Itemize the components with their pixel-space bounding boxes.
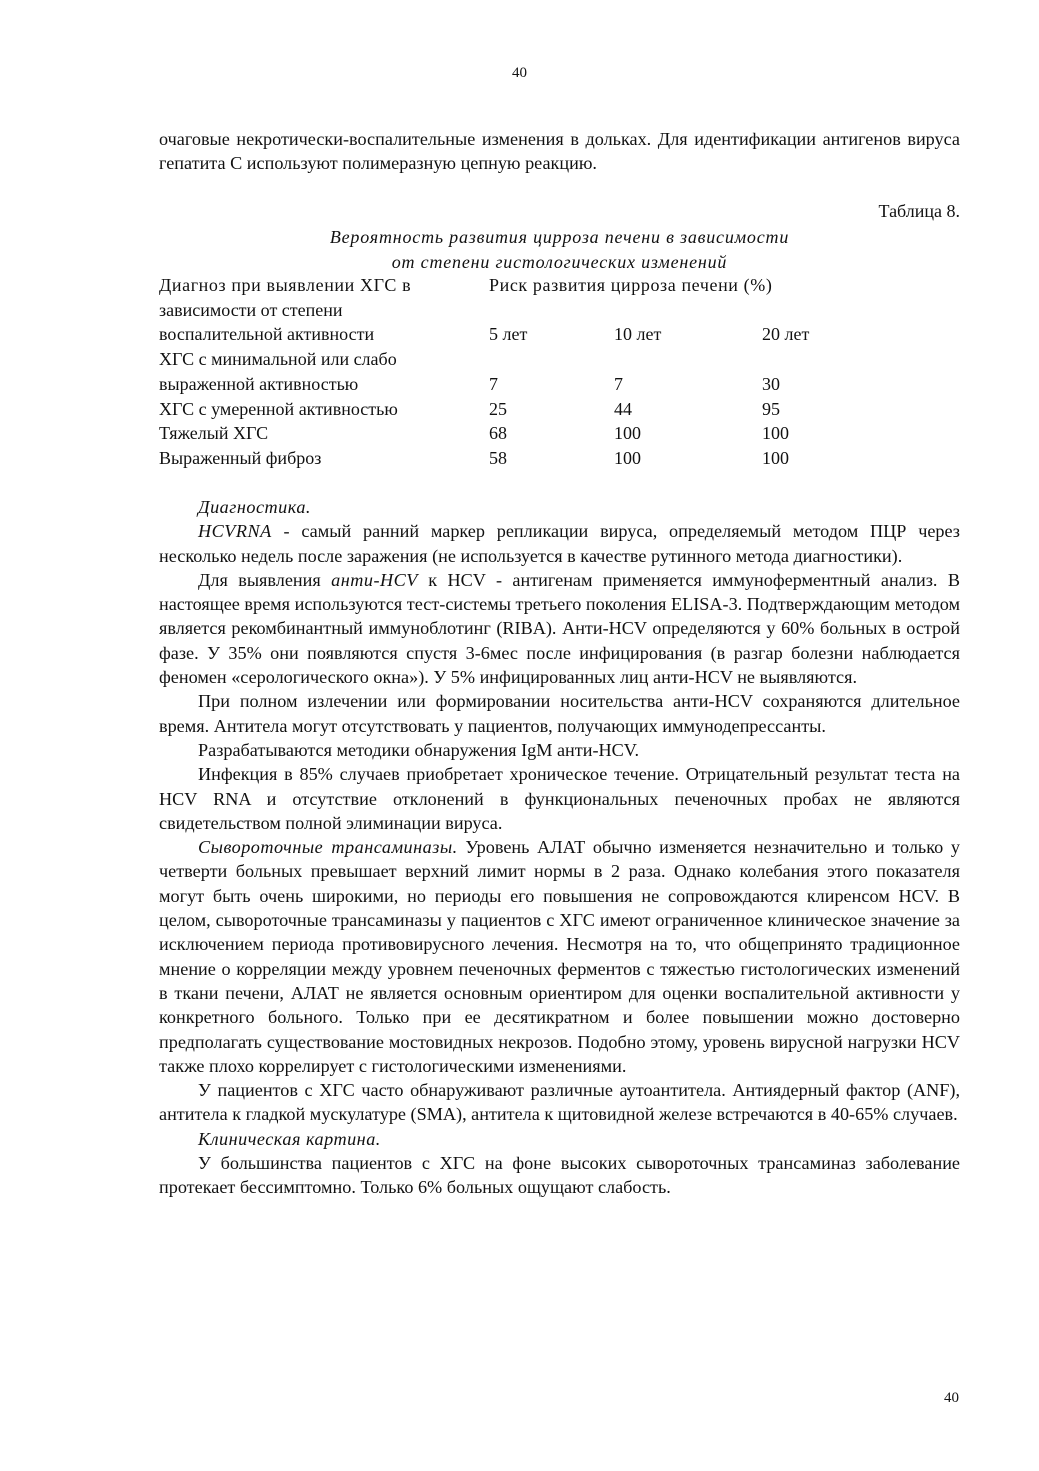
cell-10-years: 100 — [614, 423, 641, 444]
table-row — [159, 397, 859, 422]
row-diagnosis: Выраженный фиброз — [159, 447, 322, 468]
section-heading-diagnostics: Диагностика. — [198, 497, 311, 517]
row-diagnosis: выраженной активностью — [159, 373, 359, 394]
term-anti-hcv: анти-HCV — [331, 569, 418, 590]
table-title-line: Вероятность развития цирроза печени в зависимости — [329, 227, 790, 247]
table-header-row — [159, 298, 859, 323]
cell-5-years: 68 — [489, 423, 507, 444]
paragraph-text: к HCV - антигенам применяется иммуноферментный анализ. В настоящее время используются тест-системы третьего поколения ELISA-3. Подтверждающим методом является рекомбинантный иммуноблотинг (RIBA). Анти-HCV определяются у 60% больных в острой фазе. У 35% они появляются спустя 3-6мес после инфицирования (в разгар болезни наблюдается феномен «серологического окна»). У 5% инфицированных лиц анти-HCV не выявляются. — [159, 569, 960, 688]
term-transaminases: Сывороточные трансаминазы. — [198, 837, 458, 858]
paragraph — [159, 568, 960, 689]
cell-5-years: 7 — [489, 373, 498, 394]
cell-10-years: 44 — [614, 398, 632, 419]
paragraph: У большинства пациентов с ХГС на фоне высоких сывороточных трансаминаз заболевание протекает бессимптомно. Только 6% больных ощущают слабость. — [159, 1153, 960, 1198]
table-label: Таблица 8. — [878, 201, 960, 221]
table-row — [159, 347, 859, 372]
cell-20-years: 95 — [762, 398, 780, 419]
cell-5-years: 25 — [489, 398, 507, 419]
table-header-row — [159, 273, 859, 298]
paragraph — [159, 519, 960, 568]
row-diagnosis: ХГС с умеренной активностью — [159, 398, 398, 419]
intro-paragraph — [159, 127, 960, 176]
header-diagnosis: зависимости от степени — [159, 299, 343, 320]
page-number-top: 40 — [512, 65, 527, 81]
paragraph: У пациентов с ХГС часто обнаруживают различные аутоантитела. Антиядерный фактор (ANF), антитела к гладкой мускулатуре (SMA), антитела к щитовидной железе встречаются в 40-65% случаев. — [159, 1080, 960, 1125]
term-hcvrna: HCVRNA — [198, 521, 272, 542]
header-risk: Риск развития цирроза печени (%) — [489, 275, 773, 295]
cirrhosis-risk-table — [159, 273, 859, 471]
header-diagnosis: воспалительной активности — [159, 324, 375, 345]
paragraph — [159, 835, 960, 1078]
row-diagnosis: Тяжелый ХГС — [159, 423, 269, 444]
page-number-bottom: 40 — [944, 1390, 959, 1406]
paragraph: Разрабатываются методики обнаружения IgM анти-HCV. — [198, 739, 640, 760]
main-text — [159, 495, 960, 1200]
header-5-years: 5 лет — [489, 324, 528, 345]
header-20-years: 20 лет — [762, 324, 810, 345]
paragraph: Инфекция в 85% случаев приобретает хроническое течение. Отрицательный результат теста на HCV RNA и отсутствие отклонений в функциональных печеночных пробах не являются свидетельством полной элиминации вируса. — [159, 764, 960, 833]
intro-text: очаговые некротически-воспалительные изменения в дольках. Для идентификации антигенов вируса гепатита С используют полимеразную цепную реакцию. — [159, 129, 960, 174]
table-row — [159, 421, 859, 446]
cell-20-years: 100 — [762, 423, 789, 444]
table-row — [159, 446, 859, 471]
paragraph-text: Уровень АЛАТ обычно изменяется незначительно и только у четверти больных превышает верхний лимит нормы в 2 раза. Однако колебания этого показателя могут быть очень широкими, но периоды его повышения не сопровождаются клиренсом HCV. В целом, сывороточные трансаминазы у пациентов с ХГС имеют ограниченное клиническое значение за исключением периода противовирусного лечения. Несмотря на то, что общепринято традиционное мнение о корреляции между уровнем печеночных ферментов с тяжестью гистологических изменений в ткани печени, АЛАТ не является основным ориентиром для оценки воспалительной активности у конкретного больного. Только при ее десятикратном и более повышении можно достоверно предполагать существование мостовидных некрозов. Подобно этому, уровень вирусной нагрузки HCV также плохо коррелирует с гистологическими изменениями. — [159, 837, 960, 1076]
table-title — [159, 225, 960, 274]
cell-10-years: 7 — [614, 373, 623, 394]
section-heading-clinical: Клиническая картина. — [198, 1128, 381, 1149]
cell-20-years: 100 — [762, 447, 789, 468]
table-row — [159, 372, 859, 397]
paragraph-text: Для выявления — [198, 569, 332, 590]
cell-20-years: 30 — [762, 373, 780, 394]
header-10-years: 10 лет — [614, 324, 662, 345]
table-header-row — [159, 322, 859, 347]
paragraph: При полном излечении или формировании носительства анти-HCV сохраняются длительное время. Антитела могут отсутствовать у пациентов, получающих иммунодепрессанты. — [159, 691, 960, 736]
cell-5-years: 58 — [489, 447, 507, 468]
paragraph-text: - самый ранний маркер репликации вируса, определяемый методом ПЦР через несколько недель после заражения (не используется в качестве рутинного метода диагностики). — [159, 521, 960, 566]
row-diagnosis: ХГС с минимальной или слабо — [159, 349, 397, 370]
header-diagnosis: Диагноз при выявлении ХГС в — [159, 275, 412, 295]
cell-10-years: 100 — [614, 447, 641, 468]
table-title-line: от степени гистологических изменений — [391, 251, 728, 272]
